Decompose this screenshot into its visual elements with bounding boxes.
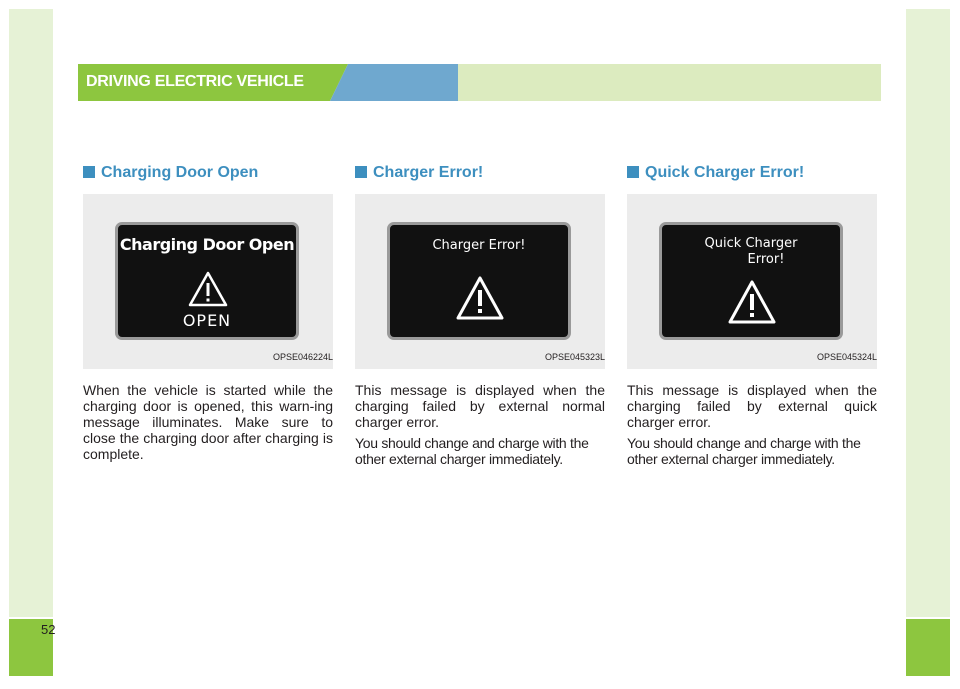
cluster-display: [387, 222, 571, 340]
body-paragraph: You should change and charge with the other external charger immediately.: [627, 435, 861, 467]
right-margin-band: [906, 9, 950, 617]
body-paragraph: You should change and charge with the other external charger immediately.: [355, 435, 589, 467]
body-paragraph: This message is displayed when the charging failed by external normal charger error.: [355, 382, 605, 430]
display-message: Charger Error!: [432, 238, 526, 253]
cluster-display: [659, 222, 843, 340]
figure-code: OPSE045323L: [544, 352, 605, 362]
section-title-text: Quick Charger Error!: [645, 164, 805, 181]
page-tab-right: [906, 619, 950, 676]
cluster-figure: [627, 194, 877, 369]
section-charging-door-open: [83, 162, 335, 462]
cluster-display: [115, 222, 299, 340]
section-title: [83, 162, 335, 184]
section-body: [355, 382, 605, 472]
left-margin-band: [9, 9, 53, 617]
bullet-square-icon: [355, 166, 367, 178]
cluster-figure: [355, 194, 605, 369]
section-charger-error: [355, 162, 607, 467]
display-message-line-1: Quick Charger: [704, 236, 798, 251]
warning-triangle-icon: [455, 275, 505, 321]
header-title: DRIVING ELECTRIC VEHICLE: [86, 73, 304, 90]
section-header: [78, 64, 881, 101]
body-paragraph: When the vehicle is started while the charging door is opened, this warn-ing message illuminates. Make sure to close the charging door after charging is complete.: [83, 382, 333, 462]
bullet-square-icon: [627, 166, 639, 178]
section-title-text: Charger Error!: [373, 164, 484, 181]
figure-code: OPSE045324L: [816, 352, 877, 362]
page-number: 52: [41, 622, 56, 637]
warning-triangle-icon: [727, 279, 777, 325]
section-title-text: Charging Door Open: [101, 164, 259, 181]
section-body: [83, 382, 333, 467]
body-paragraph: This message is displayed when the charging failed by external quick charger error.: [627, 382, 877, 430]
bullet-square-icon: [83, 166, 95, 178]
figure-code: OPSE046224L: [272, 352, 333, 362]
header-light-segment: [458, 64, 881, 101]
display-status-open: OPEN: [182, 311, 232, 330]
cluster-figure: [83, 194, 333, 369]
section-quick-charger-error: [627, 162, 879, 467]
display-message-line-2: Error!: [747, 252, 785, 267]
section-title: [355, 162, 607, 184]
section-title: [627, 162, 879, 184]
section-body: [627, 382, 877, 472]
warning-triangle-icon: [188, 271, 228, 307]
display-message: Charging Door Open: [119, 235, 295, 254]
